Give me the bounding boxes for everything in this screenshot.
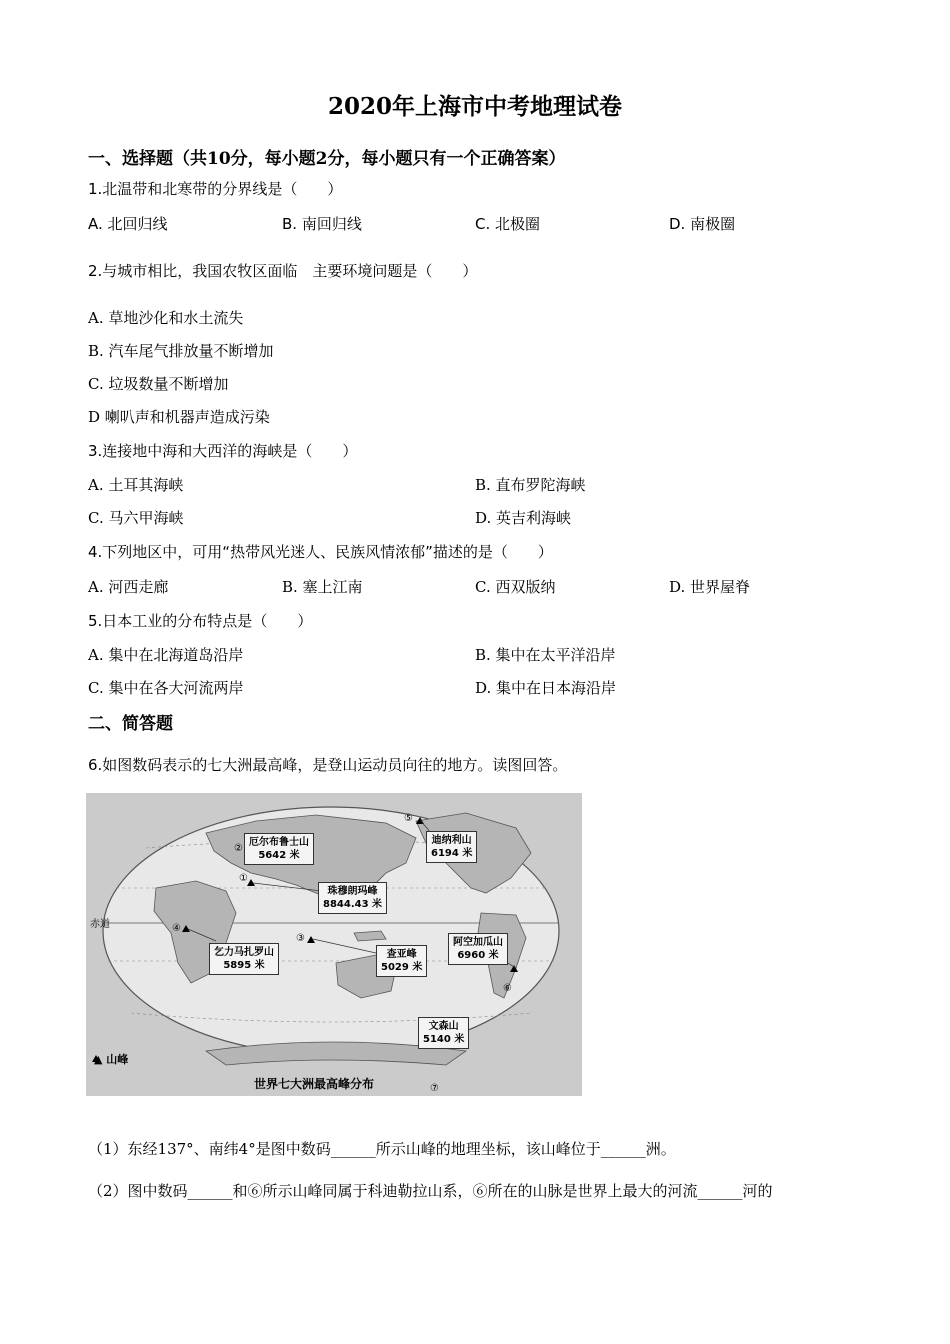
q2-option-d[interactable]: D 喇叭声和机器声造成污染: [88, 408, 270, 426]
q1-option-c[interactable]: C. 北极圈: [475, 215, 541, 233]
q4-stem: 4.下列地区中，可用“热带风光迷人、民族风情浓郁”描述的是（ ）: [88, 543, 553, 561]
q3-stem: 3.连接地中海和大西洋的海峡是（ ）: [88, 442, 358, 460]
peak-height: 8844.43 米: [323, 899, 383, 910]
peak-height: 6960 米: [457, 950, 499, 961]
map-legend: ▲ 山峰: [94, 1053, 129, 1066]
peak-height: 5029 米: [381, 962, 423, 973]
q2-stem: 2.与城市相比，我国农牧区面临 主要环境问题是（ ）: [88, 262, 478, 280]
peak-name: 厄尔布鲁士山: [249, 837, 309, 848]
peak-height: 5895 米: [223, 960, 265, 971]
equator-label: 赤道: [90, 919, 110, 930]
q5-option-b[interactable]: B. 集中在太平洋沿岸: [475, 646, 616, 664]
map-number-5: ⑤: [404, 813, 413, 824]
map-number-3: ③: [296, 933, 305, 944]
q1-option-a[interactable]: A. 北回归线: [88, 215, 168, 233]
q4-option-d[interactable]: D. 世界屋脊: [669, 578, 751, 596]
q1-option-b[interactable]: B. 南回归线: [282, 215, 362, 233]
peak-label-elbrus: [244, 833, 314, 865]
q3-option-d[interactable]: D. 英吉利海峡: [475, 509, 572, 527]
peak-name: 乞力马扎罗山: [214, 947, 274, 958]
map-number-1: ①: [239, 873, 248, 884]
peak-name: 阿空加瓜山: [453, 937, 503, 948]
q2-option-c[interactable]: C. 垃圾数量不断增加: [88, 375, 229, 393]
map-caption: 世界七大洲最高峰分布: [254, 1077, 375, 1091]
peak-height: 6194 米: [431, 848, 473, 859]
peak-label-everest: [318, 882, 387, 914]
q4-option-a[interactable]: A. 河西走廊: [88, 578, 169, 596]
peak-name: 查亚峰: [386, 949, 417, 960]
map-number-7: ⑦: [430, 1083, 439, 1094]
peak-name: 迪纳利山: [431, 835, 472, 846]
q4-option-c[interactable]: C. 西双版纳: [475, 578, 556, 596]
q5-option-d[interactable]: D. 集中在日本海沿岸: [475, 679, 617, 697]
q3-option-c[interactable]: C. 马六甲海峡: [88, 509, 184, 527]
world-peaks-map: [86, 793, 582, 1096]
q3-option-a[interactable]: A. 土耳其海峡: [88, 476, 184, 494]
peak-name: 珠穆朗玛峰: [327, 886, 378, 897]
q2-option-a[interactable]: A. 草地沙化和水土流失: [88, 309, 244, 327]
q1-stem: 1.北温带和北寒带的分界线是（ ）: [88, 180, 343, 198]
q3-option-b[interactable]: B. 直布罗陀海峡: [475, 476, 586, 494]
q4-option-b[interactable]: B. 塞上江南: [282, 578, 363, 596]
peak-name: 文森山: [428, 1021, 459, 1032]
q6-stem: 6.如图数码表示的七大洲最高峰，是登山运动员向往的地方。读图回答。: [88, 756, 568, 774]
peak-label-kilimanjaro: [209, 943, 279, 975]
q2-option-b[interactable]: B. 汽车尾气排放量不断增加: [88, 342, 274, 360]
peak-label-puncak-jaya: [376, 945, 427, 977]
section2-heading: 二、简答题: [88, 714, 173, 734]
peak-label-denali: [426, 831, 477, 863]
q6-sub2: （2）图中数码______和⑥所示山峰同属于科迪勒拉山系，⑥所在的山脉是世界上最大的河流______河的: [88, 1182, 773, 1200]
map-number-6: ⑥: [503, 983, 512, 994]
map-number-4: ④: [172, 923, 181, 934]
page-title: 2020年上海市中考地理试卷: [327, 93, 622, 120]
peak-label-aconcagua: [448, 933, 508, 965]
peak-height: 5642 米: [258, 850, 300, 861]
q5-option-a[interactable]: A. 集中在北海道岛沿岸: [88, 646, 244, 664]
map-number-2: ②: [234, 843, 243, 854]
peak-height: 5140 米: [423, 1034, 465, 1045]
peak-label-vinson: [418, 1017, 469, 1049]
q5-stem: 5.日本工业的分布特点是（ ）: [88, 612, 313, 630]
q6-sub1: （1）东经137°、南纬4°是图中数码______所示山峰的地理坐标，该山峰位于______洲。: [88, 1140, 676, 1158]
q5-option-c[interactable]: C. 集中在各大河流两岸: [88, 679, 244, 697]
section1-heading: 一、选择题（共10分，每小题2分，每小题只有一个正确答案）: [88, 149, 566, 169]
q1-option-d[interactable]: D. 南极圈: [669, 215, 736, 233]
